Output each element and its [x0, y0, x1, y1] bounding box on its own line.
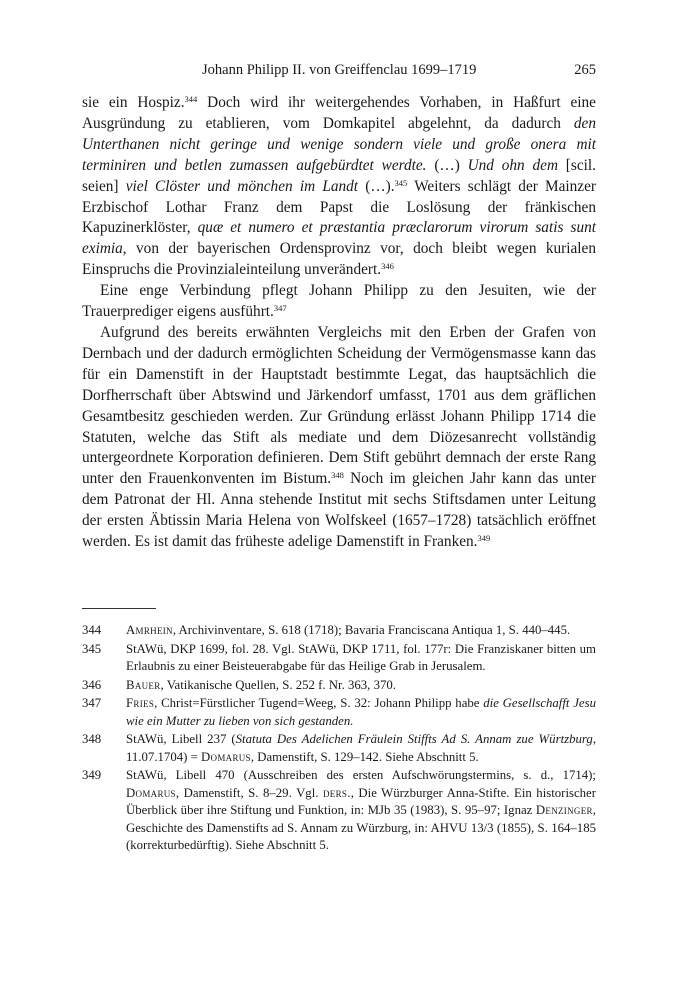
text-run: (…) [434, 156, 468, 174]
running-title: Johann Philipp II. von Greiffenclau 1699–1719 [202, 62, 477, 78]
footnote-number: 346 [82, 677, 102, 692]
italic-text: Und ohn dem [467, 156, 558, 174]
italic-text: Statuta Des Adelichen Fräulein Stiffts Ad S. Annam zue Würtzburg [235, 732, 593, 746]
footnote [82, 767, 596, 855]
text-run: , Vatikanische Quellen, S. 252 f. Nr. 363, 370. [160, 677, 396, 692]
author-name: Domarus [201, 749, 251, 764]
text-run: , Die Würzburger Anna-Stifte. Ein historischer Überblick über ihre Stiftung und Funktion, in: MJb 35 (1983), S. 95–97; Ignaz [126, 785, 596, 817]
text-run: StAWü, Libell 237 ( [126, 732, 236, 746]
footnotes [82, 622, 596, 856]
footnote-text [126, 695, 596, 730]
paragraph [82, 281, 596, 323]
footnote-text [126, 767, 596, 855]
paragraph [82, 323, 596, 553]
text-run: Aufgrund des bereits erwähnten Vergleichs mit den Erben der Grafen von Dernbach und der dadurch ermöglichten Scheidung der Vermögensmasse kann das für ein Damenstift in der Hauptstadt bestimmte Legat, das hauptsächlich die Dorfherrschaft über Abtswind und Järkendorf umfasst, 1701 aus dem gräflichen Gesamtbesitz geschieden werden. Zur Gründung erlässt Johann Philipp 1714 die Statuten, welche das Stift als mediate und dem Diözesanrecht vollständig untergeordnete Korporation definieren. Dem Stift gebührt demnach der erste Rang unter den Frauenkonventen im Bistum. [82, 323, 596, 488]
author-name: Bauer [126, 677, 161, 692]
footnote-reference: 347 [273, 303, 287, 314]
italic-text: viel Clöster und mönchen im Landt [125, 177, 359, 195]
page-number: 265 [574, 62, 596, 78]
footnote-separator [82, 608, 156, 609]
author-name: ders. [322, 785, 351, 800]
text-run: [scil. seien] [82, 156, 596, 195]
author-name: Denzinger [535, 803, 593, 817]
footnote-text [126, 677, 596, 695]
footnote-text [126, 641, 596, 676]
text-run: (…). [358, 177, 395, 195]
text-run: StAWü, DKP 1699, fol. 28. Vgl. StAWü, DKP 1711, fol. 177r: Die Franziskaner bitten um Erlaubnis zu einer Beisteuerabgabe für das Heilige Grab in Jerusalem. [126, 641, 596, 673]
text-run: , Geschichte des Damenstifts ad S. Annam zu Würzburg, in: AHVU 13/3 (1855), S. 164–185 (korrekturbedürftig). Siehe Abschnitt 5. [126, 803, 596, 852]
footnote-number: 344 [82, 623, 102, 637]
text-run: Weiters schlägt der Mainzer Erzbischof Lothar Franz dem Papst die Loslösung der fränkischen Kapuzinerklöster, [82, 177, 596, 237]
text-run: , von der bayerischen Ordensprovinz vor, doch bleibt wegen kurialen Einspruchs die Provinzialeinteilung unverändert. [82, 240, 596, 279]
footnote-reference: 345 [394, 177, 408, 188]
footnote [82, 641, 596, 676]
text-run: , Damenstift, S. 8–29. Vgl. [175, 785, 323, 800]
text-run: , Archivinventare, S. 618 (1718); Bavaria Franciscana Antiqua 1, S. 440–445. [172, 623, 571, 637]
author-name: Fries [126, 696, 155, 710]
text-run: StAWü, Libell 470 (Ausschreiben des ersten Aufschwörungstermins, s. d., 1714); [126, 768, 596, 782]
footnote [82, 622, 596, 640]
footnote-number: 349 [82, 768, 102, 782]
footnote-number: 347 [82, 696, 102, 710]
italic-text: die Gesellschafft Jesu wie ein Mutter zu lieben von sich gestanden. [126, 696, 596, 728]
footnote-text [126, 622, 596, 640]
footnote-reference: 344 [184, 94, 198, 104]
text-run: Doch wird ihr weitergehendes Vorhaben, in Haßfurt eine Ausgründung zu etablieren, vom Domkapitel abgelehnt, da dadurch [82, 94, 596, 132]
author-name: Domarus [126, 785, 176, 800]
footnote-reference: 348 [331, 470, 344, 481]
italic-text: den Unterthanen nicht geringe und wenige sondern viele und große onera mit terminiren und betlen zumassen aufgebürdtet werdte. [82, 114, 596, 174]
text-run: , 11.07.1704) = [126, 732, 597, 764]
footnote-number: 348 [82, 732, 102, 746]
text-run: , Damenstift, S. 129–142. Siehe Abschnitt 5. [250, 749, 479, 764]
footnote [82, 695, 596, 730]
body-text [82, 93, 596, 553]
text-run: Eine enge Verbindung pflegt Johann Philipp zu den Jesuiten, wie der Trauerprediger eigens ausführt. [82, 282, 596, 321]
footnote-text [126, 731, 596, 766]
text-run: sie ein Hospiz. [82, 94, 185, 111]
paragraph [82, 93, 596, 281]
footnote [82, 677, 596, 695]
footnote [82, 731, 596, 766]
footnote-reference: 349 [477, 533, 491, 544]
footnote-number: 345 [82, 641, 102, 656]
footnote-reference: 346 [381, 261, 394, 272]
author-name: Amrhein [126, 623, 173, 637]
italic-text: quæ et numero et præstantia præclarorum virorum satis sunt eximia [82, 219, 596, 258]
text-run: , Christ=Fürstlicher Tugend=Weeg, S. 32: Johann Philipp habe [154, 696, 484, 710]
text-run: Noch im gleichen Jahr kann das unter dem Patronat der Hl. Anna stehende Institut mit sechs Stiftsdamen unter Leitung der ersten Äbtissin Maria Helena von Wolfskeel (1657–1728) tatsächlich eröffnet werden. Es ist damit das früheste adelige Damenstift in Franken. [82, 470, 596, 551]
